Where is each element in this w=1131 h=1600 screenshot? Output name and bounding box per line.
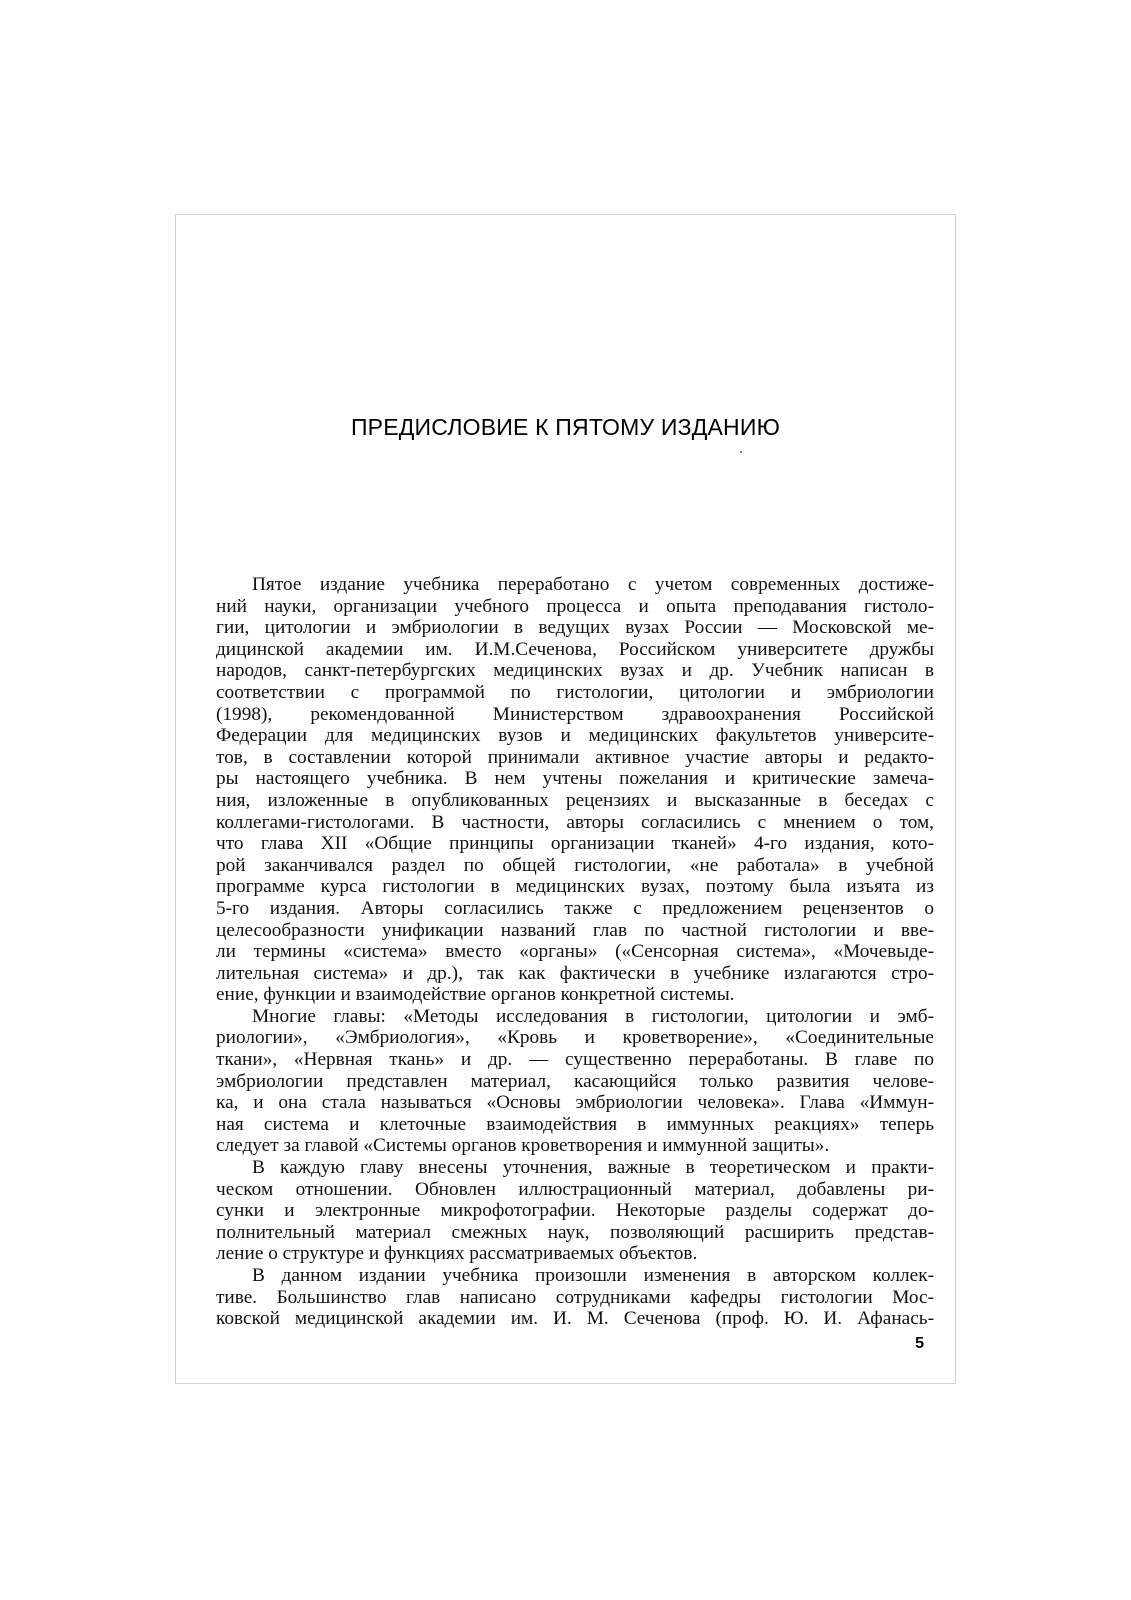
text-line: В данном издании учебника произошли изменения в авторском коллек- — [252, 1265, 934, 1286]
text-line: ний науки, организации учебного процесса и опыта преподавания гистоло- — [216, 595, 934, 617]
text-line: тов, в составлении которой принимали активное участие авторы и редакто- — [216, 746, 934, 768]
page-title: ПРЕДИСЛОВИЕ К ПЯТОМУ ИЗДАНИЮ — [350, 414, 781, 440]
text-line: следует за главой «Системы органов кроветворения и иммунной защиты». — [216, 1135, 830, 1157]
text-line: рой заканчивался раздел по общей гистологии, «не работала» в учебной — [216, 854, 934, 876]
text-line: ли термины «система» вместо «органы» («Сенсорная система», «Мочевыде- — [216, 941, 934, 963]
text-line: гии, цитологии и эмбриологии в ведущих вузах России — Московской ме- — [216, 617, 934, 639]
text-line: дицинской академии им. И.М.Сеченова, Российском университете дружбы — [216, 638, 934, 660]
text-line: Многие главы: «Методы исследования в гистологии, цитологии и эмб- — [252, 1005, 934, 1027]
text-line: программе курса гистологии в медицинских вузах, поэтому была изъята из — [216, 876, 934, 898]
text-line: 5-го издания. Авторы согласились также с предложением рецензентов о — [216, 897, 934, 919]
text-line: сунки и электронные микрофотографии. Некоторые разделы содержат до- — [216, 1200, 934, 1222]
text-line: что глава XII «Общие принципы организации тканей» 4-го издания, кото- — [216, 833, 934, 855]
text-line: ная система и клеточные взаимодействия в иммунных реакциях» теперь — [216, 1113, 934, 1135]
text-line: ткани», «Нервная ткань» и др. — существенно переработаны. В главе по — [216, 1049, 934, 1071]
text-line: (1998), рекомендованной Министерством здравоохранения Российской — [216, 703, 934, 725]
text-line: ка, и она стала называться «Основы эмбриологии человека». Глава «Иммун- — [216, 1092, 934, 1114]
scan-speck — [740, 451, 742, 453]
text-line: полнительный материал смежных наук, позволяющий расширить представ- — [216, 1221, 934, 1243]
text-line: ление о структуре и функциях рассматриваемых объектов. — [216, 1243, 698, 1265]
text-line: народов, санкт-петербургских медицинских вузах и др. Учебник написан в — [216, 660, 934, 682]
text-line: Пятое издание учебника переработано с учетом современных достиже- — [252, 574, 934, 595]
text-line: соответствии с программой по гистологии, цитологии и эмбриологии — [216, 681, 934, 703]
body-text — [216, 574, 934, 1330]
text-line: ковской медицинской академии им. И. М. Сеченова (проф. Ю. И. Афанась- — [216, 1308, 934, 1330]
text-line: ры настоящего учебника. В нем учтены пожелания и критические замеча- — [216, 768, 934, 790]
text-line: эмбриологии представлен материал, касающийся только развития челове- — [216, 1070, 934, 1092]
text-line: коллегами-гистологами. В частности, авторы согласились с мнением о том, — [216, 811, 934, 833]
text-line: ния, изложенные в опубликованных рецензиях и высказанные в беседах с — [216, 789, 934, 811]
page-number: 5 — [915, 1335, 924, 1352]
text-line: ение, функции и взаимодействие органов конкретной системы. — [216, 984, 735, 1006]
text-line: риологии», «Эмбриология», «Кровь и кроветворение», «Соединительные — [216, 1027, 934, 1049]
text-line: ческом отношении. Обновлен иллюстрационный материал, добавлены ри- — [216, 1178, 934, 1200]
text-line: лительная система» и др.), так как фактически в учебнике излагаются стро- — [216, 962, 934, 984]
text-line: целесообразности унификации названий глав по частной гистологии и вве- — [216, 919, 934, 941]
text-line: Федерации для медицинских вузов и медицинских факультетов университе- — [216, 725, 934, 747]
text-line: В каждую главу внесены уточнения, важные в теоретическом и практи- — [252, 1157, 934, 1179]
text-line: тиве. Большинство глав написано сотрудниками кафедры гистологии Мос- — [216, 1286, 934, 1308]
